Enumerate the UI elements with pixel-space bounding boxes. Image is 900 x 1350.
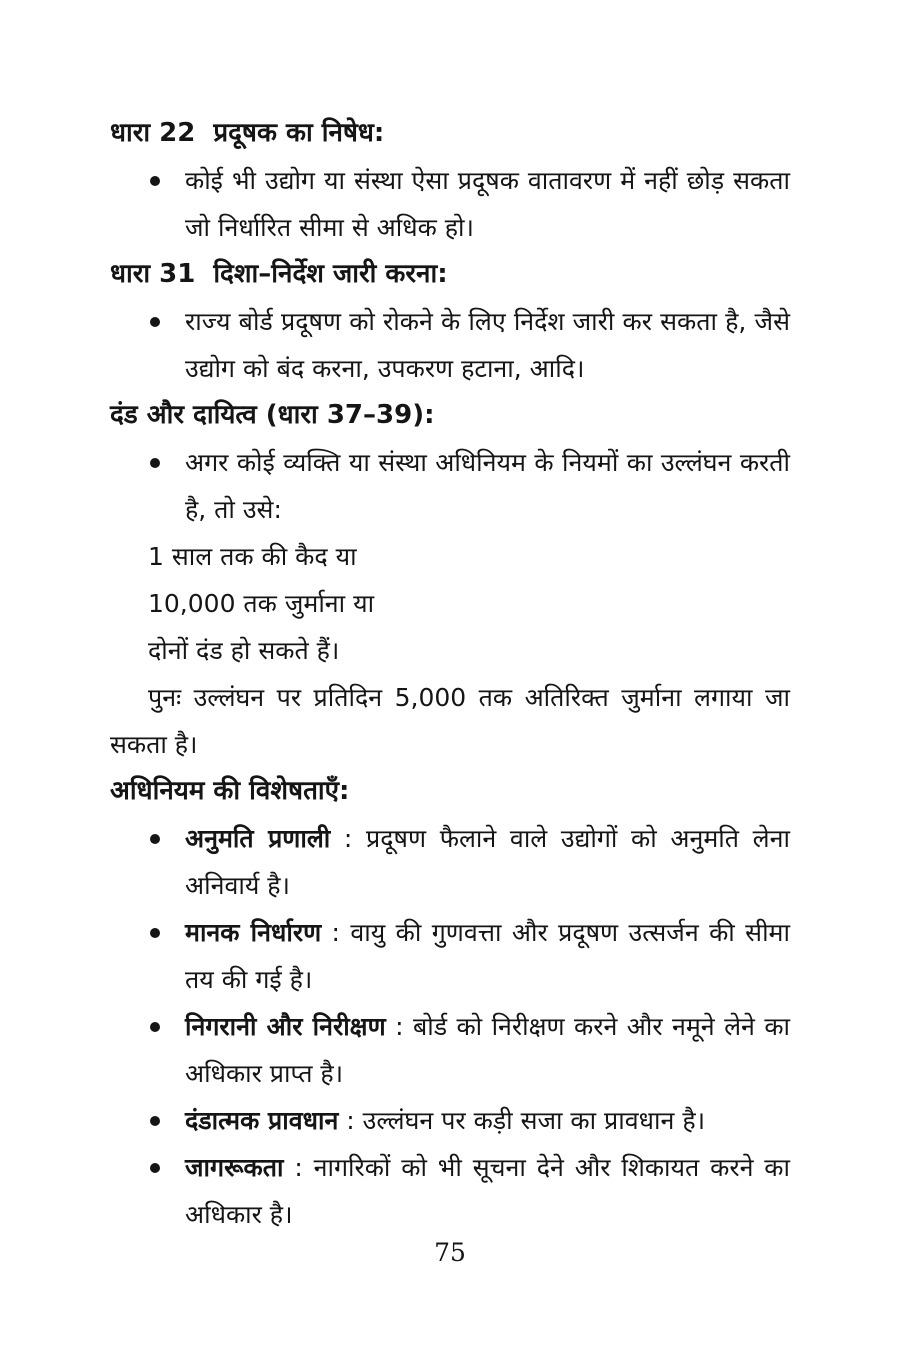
- bullet-text: अगर कोई व्यक्ति या संस्था अधिनियम के नियमों का उल्लंघन करती है, तो उसे:: [185, 448, 790, 524]
- feature-separator: :: [321, 918, 351, 947]
- bullet-icon: [150, 815, 185, 909]
- bullet-icon: [150, 1144, 185, 1238]
- bullet-icon: [150, 298, 185, 392]
- feature-desc: बोर्ड को निरीक्षण करने और नमूने लेने का अधिकार प्राप्त है।: [185, 1012, 790, 1088]
- bullet-item: [110, 298, 790, 392]
- feature-lead: दंडात्मक प्रावधान: [185, 1106, 339, 1135]
- section-heading-sec31: [110, 251, 790, 298]
- feature-lead: मानक निर्धारण: [185, 918, 322, 947]
- section-heading-text: दंड और दायित्व (धारा 37–39):: [110, 400, 435, 430]
- feature-text: [185, 1097, 790, 1144]
- feature-desc: नागरिकों को भी सूचना देने और शिकायत करने का अधिकार है।: [185, 1153, 790, 1229]
- section-heading-features: [110, 768, 790, 815]
- bullet-item: [110, 439, 790, 533]
- bullet-icon: [150, 1003, 185, 1097]
- feature-item: [110, 909, 790, 1003]
- feature-separator: :: [283, 1153, 314, 1182]
- section-heading-sec22: [110, 110, 790, 157]
- feature-text: [185, 1003, 790, 1097]
- penalty-option-line: 10,000 तक जुर्माना या: [148, 589, 375, 618]
- penalty-options-list: [148, 533, 790, 674]
- section-heading-text: दिशा–निर्देश जारी करना:: [213, 259, 448, 289]
- bullet-icon: [150, 1097, 185, 1144]
- bullet-text: राज्य बोर्ड प्रदूषण को रोकने के लिए निर्देश जारी कर सकता है, जैसे उद्योग को बंद करना, उपकरण हटाना, आदि।: [185, 307, 790, 383]
- feature-item: [110, 1144, 790, 1238]
- section-number: धारा 22: [110, 118, 196, 148]
- section-heading-text: अधिनियम की विशेषताएँ:: [110, 776, 350, 806]
- section-heading-text: प्रदूषक का निषेध:: [213, 118, 385, 148]
- penalty-option-line: 1 साल तक की कैद या: [148, 542, 357, 571]
- feature-separator: :: [330, 824, 367, 853]
- feature-lead: जागरूकता: [185, 1153, 284, 1182]
- feature-lead: निगरानी और निरीक्षण: [185, 1012, 386, 1041]
- section-number: धारा 31: [110, 259, 196, 289]
- feature-text: [185, 909, 790, 1003]
- feature-lead: अनुमति प्रणाली: [185, 824, 331, 853]
- feature-desc: प्रदूषण फैलाने वाले उद्योगों को अनुमति लेना अनिवार्य है।: [185, 824, 790, 900]
- section-heading-penalty: [110, 392, 790, 439]
- feature-item: [110, 1097, 790, 1144]
- bullet-icon: [150, 909, 185, 1003]
- feature-desc: उल्लंघन पर कड़ी सजा का प्रावधान है।: [362, 1106, 706, 1135]
- feature-text: [185, 1144, 790, 1238]
- feature-item: [110, 1003, 790, 1097]
- penalty-note-paragraph: पुनः उल्लंघन पर प्रतिदिन 5,000 तक अतिरिक्त जुर्माना लगाया जा सकता है।: [110, 683, 790, 759]
- bullet-icon: [150, 157, 185, 251]
- bullet-icon: [150, 439, 185, 533]
- feature-desc: वायु की गुणवत्ता और प्रदूषण उत्सर्जन की सीमा तय की गई है।: [185, 918, 790, 994]
- feature-text: [185, 815, 790, 909]
- feature-item: [110, 815, 790, 909]
- penalty-option-line: दोनों दंड हो सकते हैं।: [148, 636, 340, 665]
- feature-separator: :: [338, 1106, 363, 1135]
- page-number: 75: [434, 1238, 466, 1267]
- feature-separator: :: [385, 1012, 413, 1041]
- bullet-text: कोई भी उद्योग या संस्था ऐसा प्रदूषक वातावरण में नहीं छोड़ सकता जो निर्धारित सीमा से अधिक हो।: [185, 166, 790, 242]
- bullet-item: [110, 157, 790, 251]
